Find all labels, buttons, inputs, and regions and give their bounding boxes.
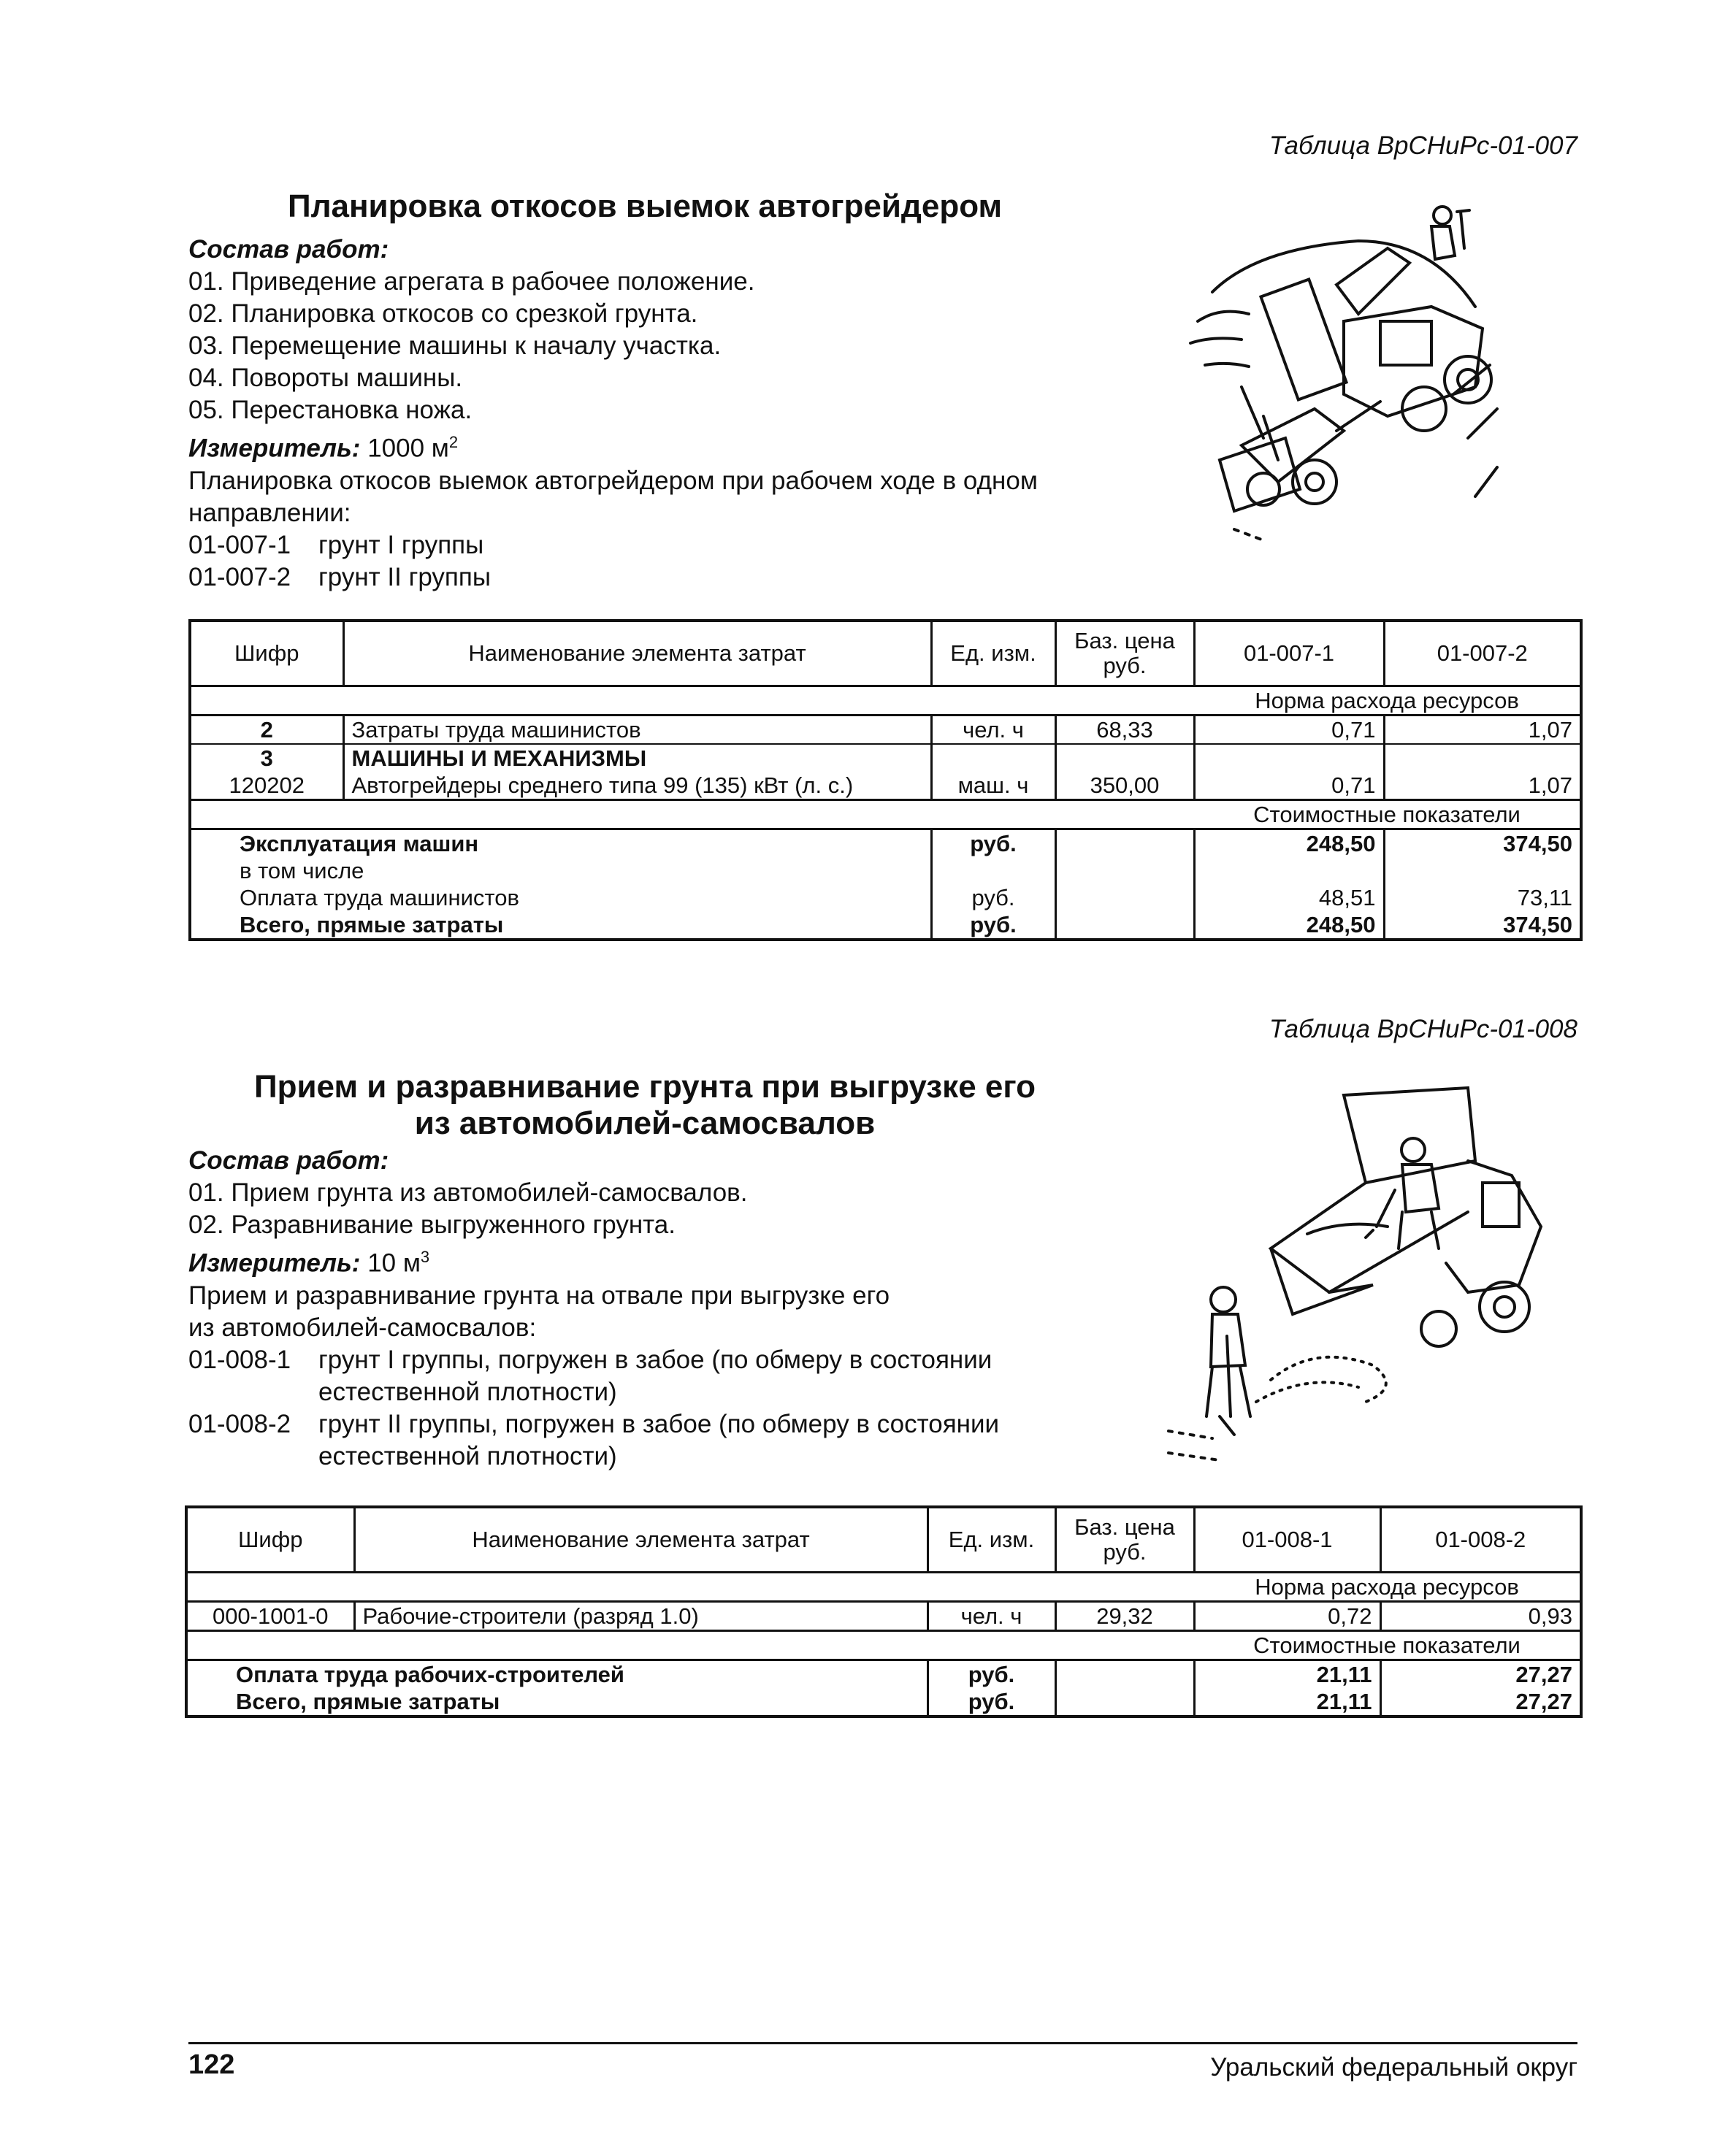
table-cell: чел. ч <box>931 716 1055 745</box>
description-line: направлении: <box>188 498 351 527</box>
footer-divider <box>188 2042 1577 2044</box>
table-row <box>190 772 1581 800</box>
table-cell: Рабочие-строители (разряд 1.0) <box>354 1602 927 1631</box>
table-cell: 27,27 <box>1380 1688 1581 1716</box>
table-row <box>186 1602 1581 1631</box>
table-cell: 29,32 <box>1055 1602 1194 1631</box>
table-header: Ед. изм. <box>927 1507 1055 1573</box>
norm-label: Норма расхода ресурсов <box>1194 1573 1581 1602</box>
table-header: 01-008-2 <box>1380 1507 1581 1573</box>
table-row <box>190 744 1581 772</box>
section-title <box>188 1069 1101 1142</box>
table-header: Шифр <box>190 621 343 686</box>
variant-continuation: естественной плотности) <box>318 1441 617 1470</box>
meter-line <box>188 1241 999 1280</box>
table-header: 01-007-2 <box>1384 621 1581 686</box>
table-cell: 73,11 <box>1384 884 1581 911</box>
table-cell: руб. <box>927 1688 1055 1716</box>
description-line: из автомобилей-самосвалов: <box>188 1313 537 1342</box>
table-cell: 248,50 <box>1194 829 1384 858</box>
list-item: 02. Планировка откосов со срезкой грунта. <box>188 299 698 328</box>
list-item: 05. Перестановка ножа. <box>188 396 473 424</box>
table-cell: руб. <box>927 1660 1055 1689</box>
table-caption: Таблица ВрСНиРс-01-008 <box>1269 1015 1577 1043</box>
list-item: 02. Разравнивание выгруженного грунта. <box>188 1211 676 1239</box>
meter-value: 10 м <box>367 1248 421 1278</box>
section-title-line: из автомобилей-самосвалов <box>414 1105 876 1141</box>
table-header: 01-008-1 <box>1194 1507 1380 1573</box>
meter-label: Измеритель: <box>188 1248 361 1278</box>
table-cell: 27,27 <box>1380 1660 1581 1689</box>
motor-grader-illustration <box>1169 197 1577 562</box>
table-cell: Оплата труда машинистов <box>240 885 519 910</box>
table-cell: 1,07 <box>1384 716 1581 745</box>
variant-item <box>188 1408 999 1440</box>
table-header-row <box>190 621 1581 686</box>
table-cell: 0,71 <box>1194 716 1384 745</box>
table-cell: руб. <box>931 884 1055 911</box>
table-cell: Эксплуатация машин <box>240 831 479 856</box>
variant-code: 01-007-2 <box>188 562 291 591</box>
table-header: 01-007-1 <box>1194 621 1384 686</box>
variant-code: 01-007-1 <box>188 530 291 559</box>
table-cell: 248,50 <box>1194 911 1384 940</box>
table-cell: 48,51 <box>1194 884 1384 911</box>
table-row <box>186 1631 1581 1660</box>
table-header: Ед. изм. <box>931 621 1055 686</box>
work-label: Состав работ: <box>188 1146 389 1175</box>
variant-code: 01-008-1 <box>188 1345 291 1374</box>
meter-sup: 3 <box>420 1248 430 1266</box>
table-cell: 1,07 <box>1384 772 1581 800</box>
table-cell: Автогрейдеры среднего типа 99 (135) кВт (л. с.) <box>343 772 931 800</box>
table-cell: 120202 <box>229 772 305 798</box>
table-cell: 21,11 <box>1194 1688 1380 1716</box>
cost-label: Стоимостные показатели <box>1194 1631 1581 1660</box>
table-cell: 000-1001-0 <box>212 1603 329 1629</box>
table-row <box>190 800 1581 829</box>
table-cell: Затраты труда машинистов <box>343 716 931 745</box>
table-cell: Всего, прямые затраты <box>236 1689 500 1714</box>
table-cell: 2 <box>190 716 343 745</box>
meter-value: 1000 м <box>367 434 449 463</box>
variant-code: 01-008-2 <box>188 1409 291 1438</box>
table-cell: Всего, прямые затраты <box>240 912 504 937</box>
description-line: Прием и разравнивание грунта на отвале при выгрузке его <box>188 1281 890 1310</box>
table-cell: 0,93 <box>1380 1602 1581 1631</box>
page-number: 122 <box>188 2049 235 2080</box>
table-cell: 350,00 <box>1055 772 1194 800</box>
variant-text: грунт I группы, погружен в забое (по обмеру в состоянии <box>318 1345 992 1374</box>
table-row <box>190 829 1581 858</box>
list-item: 03. Перемещение машины к началу участка. <box>188 331 722 360</box>
table-cell: руб. <box>931 911 1055 940</box>
table-header-row <box>186 1507 1581 1573</box>
table-cell: МАШИНЫ И МЕХАНИЗМЫ <box>343 744 931 772</box>
meter-label: Измеритель: <box>188 434 361 463</box>
work-list <box>188 234 1038 594</box>
variant-item <box>188 1344 999 1376</box>
norm-label: Норма расхода ресурсов <box>1194 686 1581 716</box>
table-header: Баз. цена руб. <box>1055 1507 1194 1573</box>
work-list <box>188 1145 999 1473</box>
table-row <box>190 884 1581 911</box>
table-cell: 68,33 <box>1055 716 1194 745</box>
table-caption: Таблица ВрСНиРс-01-007 <box>1269 131 1577 160</box>
table-row <box>190 686 1581 716</box>
variant-text: грунт II группы <box>318 562 491 591</box>
table-cell: руб. <box>931 829 1055 858</box>
table-row <box>190 857 1581 884</box>
variant-text: грунт I группы <box>318 530 484 559</box>
meter-line <box>188 426 1038 465</box>
table-row <box>186 1688 1581 1716</box>
table-cell: 0,72 <box>1194 1602 1380 1631</box>
table-header: Наименование элемента затрат <box>343 621 931 686</box>
table-cell: чел. ч <box>927 1602 1055 1631</box>
resource-table <box>188 619 1583 941</box>
section-title: Планировка откосов выемок автогрейдером <box>287 188 1003 224</box>
list-item: 04. Повороты машины. <box>188 364 463 392</box>
variant-text: грунт II группы, погружен в забое (по обмеру в состоянии <box>318 1409 1000 1438</box>
dump-truck-workers-illustration <box>1125 1073 1577 1468</box>
section-title-line: Прием и разравнивание грунта при выгрузке его <box>254 1069 1036 1105</box>
list-item: 01. Приведение агрегата в рабочее положение. <box>188 267 755 296</box>
table-cell: Оплата труда рабочих-строителей <box>236 1662 624 1687</box>
meter-sup: 2 <box>448 433 459 451</box>
description-line: Планировка откосов выемок автогрейдером при рабочем ходе в одном <box>188 466 1038 495</box>
table-cell: 374,50 <box>1384 829 1581 858</box>
variant-item <box>188 529 1038 561</box>
table-header: Наименование элемента затрат <box>354 1507 927 1573</box>
region-label: Уральский федеральный округ <box>1210 2053 1577 2082</box>
table-cell: 374,50 <box>1384 911 1581 940</box>
table-cell: 3 <box>260 745 273 771</box>
table-header: Шифр <box>186 1507 354 1573</box>
table-cell: маш. ч <box>931 772 1055 800</box>
table-row <box>186 1660 1581 1689</box>
resource-table <box>185 1505 1583 1718</box>
table-row <box>190 911 1581 940</box>
work-label: Состав работ: <box>188 235 389 264</box>
cost-label: Стоимостные показатели <box>1194 800 1581 829</box>
list-item: 01. Прием грунта из автомобилей-самосвалов. <box>188 1178 748 1207</box>
table-row <box>186 1573 1581 1602</box>
table-row <box>190 716 1581 745</box>
table-cell: в том числе <box>240 858 364 883</box>
table-header: Баз. цена руб. <box>1055 621 1194 686</box>
variant-item <box>188 561 1038 594</box>
table-cell: 0,71 <box>1194 772 1384 800</box>
table-cell: 21,11 <box>1194 1660 1380 1689</box>
variant-continuation: естественной плотности) <box>318 1377 617 1406</box>
